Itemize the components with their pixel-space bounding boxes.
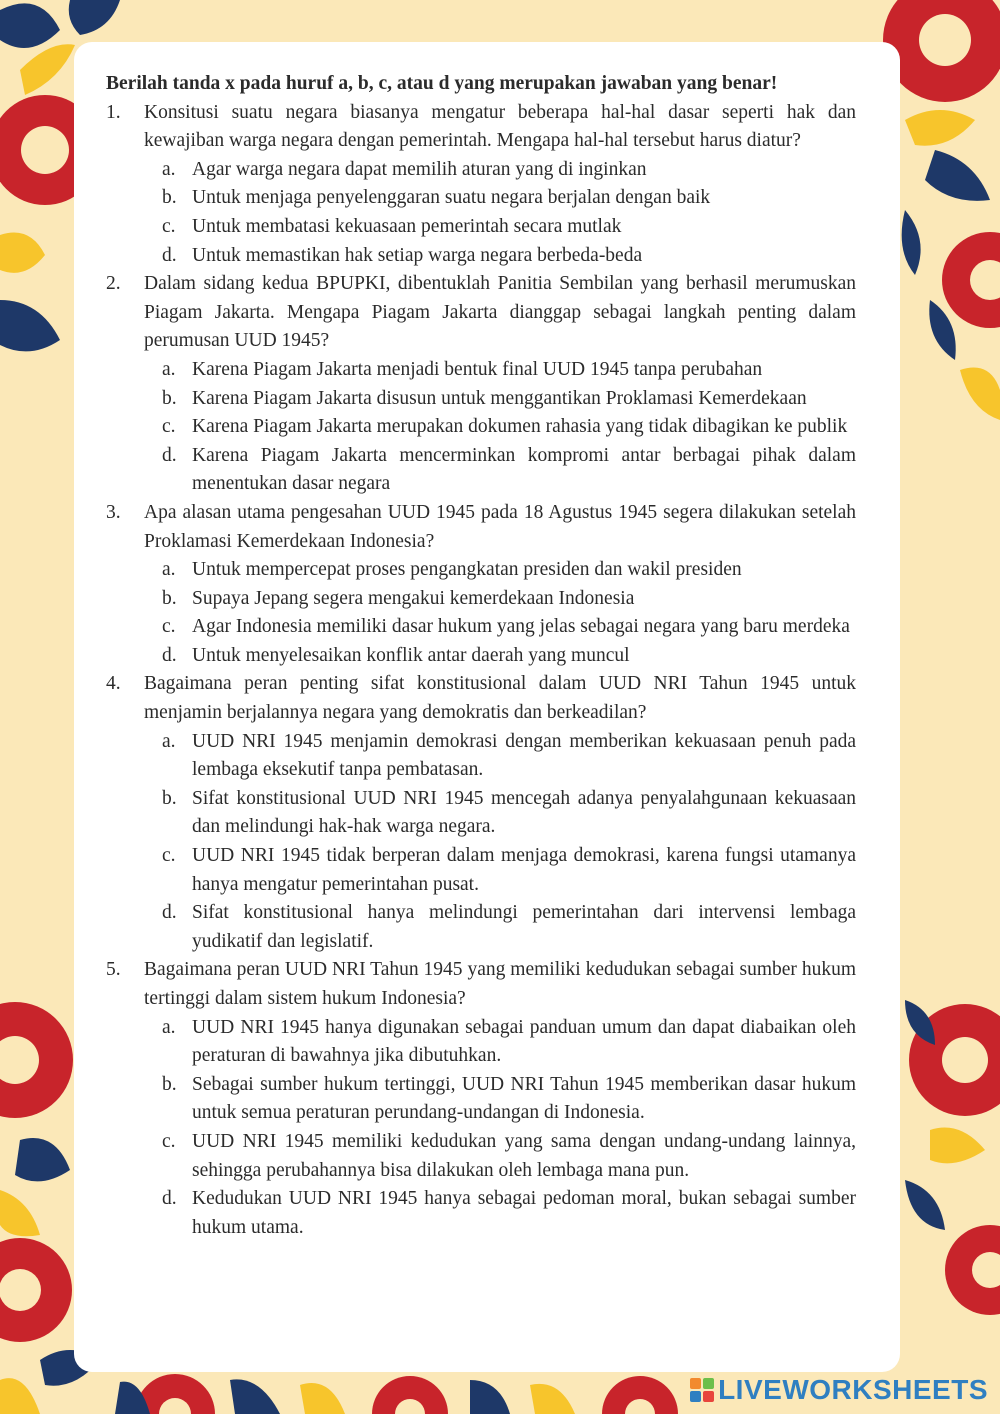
- option-text: Supaya Jepang segera mengakui kemerdekaan Indonesia: [192, 587, 635, 609]
- option-c[interactable]: [162, 613, 856, 642]
- option-c[interactable]: [162, 213, 856, 242]
- option-letter[interactable]: c.: [162, 215, 176, 237]
- option-d[interactable]: [162, 642, 856, 671]
- option-text: Agar warga negara dapat memilih aturan yang di inginkan: [192, 158, 647, 180]
- option-letter[interactable]: c.: [162, 845, 176, 867]
- option-letter[interactable]: c.: [162, 1130, 176, 1152]
- option-letter[interactable]: b.: [162, 387, 177, 409]
- option-a[interactable]: [162, 728, 856, 785]
- question-3: [106, 499, 856, 671]
- question-text: Konsitusi suatu negara biasanya mengatur beberapa hal-hal dasar seperti hak dan kewajiban warga negara dengan pemerintah. Mengapa hal-hal tersebut harus diatur?: [144, 101, 856, 152]
- option-b[interactable]: [162, 785, 856, 842]
- option-letter[interactable]: a.: [162, 559, 176, 581]
- option-c[interactable]: [162, 413, 856, 442]
- option-text: Karena Piagam Jakarta merupakan dokumen rahasia yang tidak dibagikan ke publik: [192, 416, 848, 438]
- option-letter[interactable]: b.: [162, 187, 177, 209]
- option-letter[interactable]: d.: [162, 902, 177, 924]
- option-b[interactable]: [162, 585, 856, 614]
- option-d[interactable]: [162, 242, 856, 271]
- option-letter[interactable]: d.: [162, 244, 177, 266]
- question-number: 5.: [106, 959, 121, 981]
- question-number: 1.: [106, 101, 121, 123]
- question-2: [106, 270, 856, 499]
- option-text: UUD NRI 1945 memiliki kedudukan yang sama dengan undang-undang lainnya, sehingga perubahannya bisa dilakukan oleh lembaga mana pun.: [192, 1130, 856, 1181]
- question-5: [106, 956, 856, 1242]
- option-text: Untuk menjaga penyelenggaran suatu negara berjalan dengan baik: [192, 187, 711, 209]
- option-a[interactable]: [162, 356, 856, 385]
- option-text: UUD NRI 1945 hanya digunakan sebagai panduan umum dan dapat diabaikan oleh peraturan di bawahnya jika dibutuhkan.: [192, 1016, 856, 1067]
- question-number: 4.: [106, 673, 121, 695]
- option-letter[interactable]: c.: [162, 616, 176, 638]
- question-4: [106, 670, 856, 956]
- option-text: Sifat konstitusional UUD NRI 1945 mencegah adanya penyalahgunaan kekuasaan dan melindungi hak-hak warga negara.: [192, 787, 856, 838]
- option-text: Sebagai sumber hukum tertinggi, UUD NRI Tahun 1945 memberikan dasar hukum untuk semua peraturan perundang-undangan di Indonesia.: [192, 1073, 856, 1124]
- option-a[interactable]: [162, 556, 856, 585]
- option-a[interactable]: [162, 156, 856, 185]
- question-1: [106, 99, 856, 271]
- liveworksheets-logo[interactable]: [690, 1374, 988, 1406]
- question-text: Bagaimana peran UUD NRI Tahun 1945 yang memiliki kedudukan sebagai sumber hukum tertinggi dalam sistem hukum Indonesia?: [144, 959, 856, 1009]
- option-letter[interactable]: a.: [162, 730, 176, 752]
- option-c[interactable]: [162, 842, 856, 899]
- option-a[interactable]: [162, 1014, 856, 1071]
- logo-text: LIVEWORKSHEETS: [718, 1374, 988, 1405]
- option-text: Untuk membatasi kekuasaan pemerintah secara mutlak: [192, 215, 622, 237]
- instruction-text: Berilah tanda x pada huruf a, b, c, atau d yang merupakan jawaban yang benar!: [106, 73, 778, 94]
- question-number: 3.: [106, 501, 121, 523]
- option-d[interactable]: [162, 1185, 856, 1242]
- question-text: Bagaimana peran penting sifat konstitusional dalam UUD NRI Tahun 1945 untuk menjamin berjalannya negara yang demokratis dan berkeadilan?: [144, 673, 856, 724]
- option-letter[interactable]: b.: [162, 787, 177, 809]
- question-number: 2.: [106, 273, 121, 295]
- option-letter[interactable]: a.: [162, 158, 176, 180]
- option-d[interactable]: [162, 442, 856, 499]
- option-letter[interactable]: d.: [162, 444, 177, 466]
- option-text: Karena Piagam Jakarta disusun untuk menggantikan Proklamasi Kemerdekaan: [192, 387, 807, 409]
- option-text: Untuk mempercepat proses pengangkatan presiden dan wakil presiden: [192, 559, 742, 581]
- option-text: UUD NRI 1945 tidak berperan dalam menjaga demokrasi, karena fungsi utamanya hanya mengatur pemerintahan pusat.: [192, 845, 856, 895]
- option-text: Agar Indonesia memiliki dasar hukum yang jelas sebagai negara yang baru merdeka: [192, 616, 850, 638]
- worksheet-content: [106, 70, 856, 1242]
- option-d[interactable]: [162, 899, 856, 956]
- option-text: Sifat konstitusional hanya melindungi pemerintahan dari intervensi lembaga yudikatif dan legislatif.: [192, 902, 856, 952]
- option-b[interactable]: [162, 184, 856, 213]
- option-letter[interactable]: d.: [162, 1188, 177, 1210]
- option-c[interactable]: [162, 1128, 856, 1185]
- option-b[interactable]: [162, 385, 856, 414]
- option-letter[interactable]: c.: [162, 416, 176, 438]
- option-text: Karena Piagam Jakarta menjadi bentuk final UUD 1945 tanpa perubahan: [192, 358, 763, 380]
- option-text: UUD NRI 1945 menjamin demokrasi dengan memberikan kekuasaan penuh pada lembaga eksekutif tanpa pembatasan.: [192, 730, 856, 781]
- option-text: Untuk menyelesaikan konflik antar daerah yang muncul: [192, 644, 630, 666]
- option-b[interactable]: [162, 1071, 856, 1128]
- option-letter[interactable]: a.: [162, 1016, 176, 1038]
- question-text: Dalam sidang kedua BPUPKI, dibentuklah Panitia Sembilan yang berhasil merumuskan Piagam Jakarta. Mengapa Piagam Jakarta dianggap sebagai langkah penting dalam perumusan UUD 1945?: [144, 273, 856, 352]
- option-text: Karena Piagam Jakarta mencerminkan kompromi antar berbagai pihak dalam menentukan dasar negara: [192, 444, 856, 495]
- option-letter[interactable]: a.: [162, 358, 176, 380]
- option-letter[interactable]: b.: [162, 587, 177, 609]
- option-letter[interactable]: b.: [162, 1073, 177, 1095]
- option-text: Kedudukan UUD NRI 1945 hanya sebagai pedoman moral, bukan sebagai sumber hukum utama.: [192, 1188, 856, 1238]
- question-text: Apa alasan utama pengesahan UUD 1945 pada 18 Agustus 1945 segera dilakukan setelah Proklamasi Kemerdekaan Indonesia?: [144, 501, 856, 552]
- option-text: Untuk memastikan hak setiap warga negara berbeda-beda: [192, 244, 643, 266]
- liveworksheets-logo-icon: [690, 1378, 714, 1402]
- option-letter[interactable]: d.: [162, 644, 177, 666]
